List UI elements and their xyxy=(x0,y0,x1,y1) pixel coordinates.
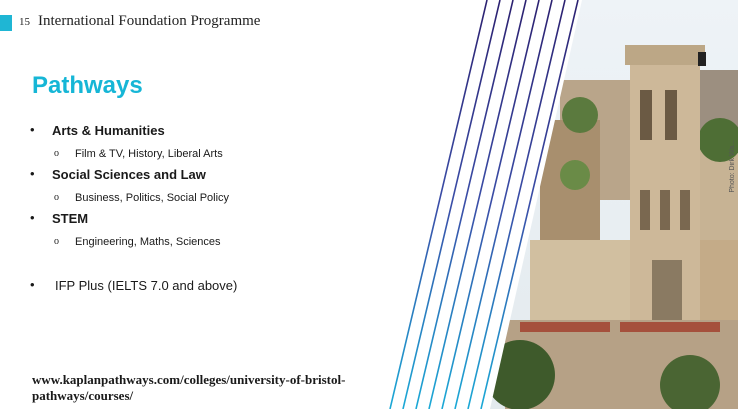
pathway-subjects: Engineering, Maths, Sciences xyxy=(75,236,221,248)
square-accent-icon xyxy=(0,15,12,31)
list-item xyxy=(30,210,450,232)
bullet-icon: • xyxy=(30,210,35,225)
extra-pathway-label: IFP Plus (IELTS 7.0 and above) xyxy=(55,278,238,293)
list-subitem xyxy=(30,144,450,166)
courses-link[interactable] xyxy=(32,372,412,404)
bullet-icon: • xyxy=(30,122,35,137)
pathway-label: Social Sciences and Law xyxy=(52,167,206,182)
sub-bullet-icon: o xyxy=(54,192,59,203)
photo-credit: Photo: Dirk Wa... xyxy=(729,140,736,193)
courses-link-line1[interactable]: www.kaplanpathways.com/colleges/university-of-bristol- xyxy=(32,372,346,387)
sub-bullet-icon: o xyxy=(54,236,59,247)
sub-bullet-icon: o xyxy=(54,148,59,159)
page-title: Pathways xyxy=(32,72,143,99)
slide-number: 15 xyxy=(19,16,30,28)
pathway-subjects: Business, Politics, Social Policy xyxy=(75,192,230,204)
list-item xyxy=(30,122,450,144)
bullet-icon: • xyxy=(30,166,35,181)
pathway-subjects: Film & TV, History, Liberal Arts xyxy=(75,148,223,160)
courses-link-line2[interactable]: pathways/courses/ xyxy=(32,388,134,403)
pathway-label: Arts & Humanities xyxy=(52,123,165,138)
bullet-icon: • xyxy=(30,277,35,292)
header-title: International Foundation Programme xyxy=(38,13,261,29)
list-subitem xyxy=(30,188,450,210)
list-item xyxy=(30,166,450,188)
pathway-list xyxy=(30,122,450,254)
pathway-label: STEM xyxy=(52,211,89,226)
list-subitem xyxy=(30,232,450,254)
